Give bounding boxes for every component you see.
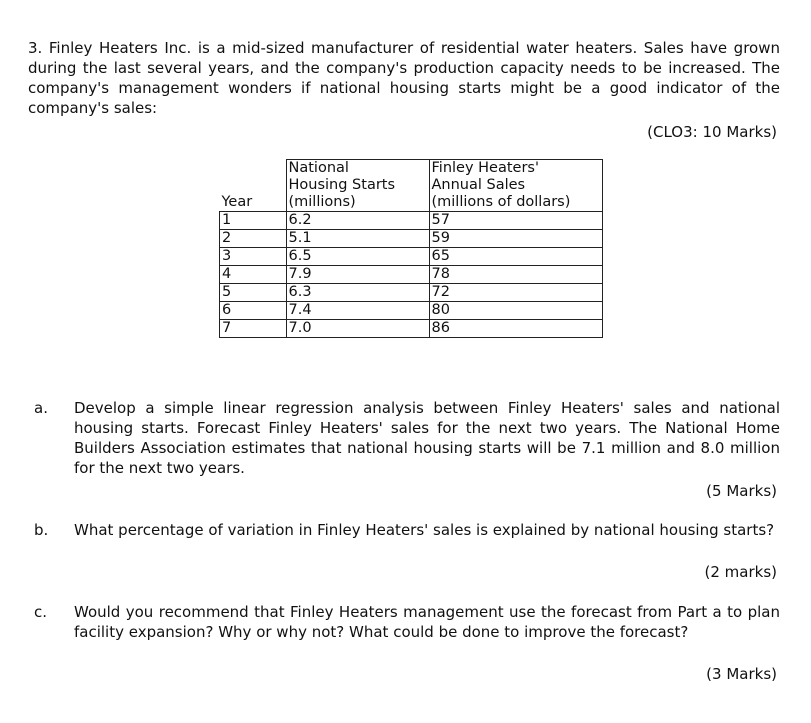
part-a <box>34 398 780 478</box>
table-header-row <box>220 160 603 212</box>
cell-housing: 6.2 <box>286 212 429 230</box>
cell-sales: 57 <box>429 212 602 230</box>
question-marks: (CLO3: 10 Marks) <box>647 123 777 141</box>
part-b-marks: (2 marks) <box>704 563 777 581</box>
header-sales-line2: Annual Sales <box>431 177 526 193</box>
header-housing-line3: (millions) <box>288 194 356 210</box>
cell-housing: 5.1 <box>286 230 429 248</box>
header-housing-line1: National <box>288 160 349 176</box>
header-annual-sales <box>429 160 602 212</box>
cell-housing: 7.9 <box>286 266 429 284</box>
cell-sales: 65 <box>429 248 602 266</box>
question-text: 3. Finley Heaters Inc. is a mid-sized manufacturer of residential water heaters. Sales have grown during the last several years, and the company's production capacity needs to be increased. The company's management wonders if national housing starts might be a good indicator of the company's sales: <box>28 39 780 117</box>
part-c-label: c. <box>34 603 48 621</box>
part-c <box>34 602 780 642</box>
header-year: Year <box>220 160 287 212</box>
header-sales-line3: (millions of dollars) <box>431 194 571 210</box>
cell-year: 2 <box>220 230 287 248</box>
cell-sales: 72 <box>429 284 602 302</box>
part-b-label: b. <box>34 521 49 539</box>
header-housing-starts <box>286 160 429 212</box>
table-row <box>220 302 603 320</box>
cell-year: 6 <box>220 302 287 320</box>
part-b <box>34 520 780 540</box>
cell-housing: 6.5 <box>286 248 429 266</box>
header-housing-line2: Housing Starts <box>288 177 396 193</box>
cell-housing: 6.3 <box>286 284 429 302</box>
part-c-marks: (3 Marks) <box>706 665 777 683</box>
cell-sales: 86 <box>429 320 602 338</box>
cell-year: 5 <box>220 284 287 302</box>
table-row <box>220 212 603 230</box>
cell-housing: 7.0 <box>286 320 429 338</box>
part-a-label: a. <box>34 399 48 417</box>
table-row <box>220 230 603 248</box>
part-a-text: Develop a simple linear regression analysis between Finley Heaters' sales and national housing starts. Forecast Finley Heaters' sales for the next two years. The National Home Builders Association estimates that national housing starts will be 7.1 million and 8.0 million for the next two years. <box>74 399 780 477</box>
table-row <box>220 248 603 266</box>
table-row <box>220 320 603 338</box>
part-a-marks: (5 Marks) <box>706 482 777 500</box>
cell-year: 4 <box>220 266 287 284</box>
table-row <box>220 266 603 284</box>
data-table <box>219 159 603 338</box>
cell-year: 7 <box>220 320 287 338</box>
cell-housing: 7.4 <box>286 302 429 320</box>
cell-sales: 80 <box>429 302 602 320</box>
cell-sales: 78 <box>429 266 602 284</box>
header-sales-line1: Finley Heaters' <box>431 160 539 176</box>
part-c-text: Would you recommend that Finley Heaters management use the forecast from Part a to plan facility expansion? Why or why not? What could be done to improve the forecast? <box>74 603 780 641</box>
part-b-text: What percentage of variation in Finley Heaters' sales is explained by national housing starts? <box>74 521 775 539</box>
cell-sales: 59 <box>429 230 602 248</box>
cell-year: 1 <box>220 212 287 230</box>
table-row <box>220 284 603 302</box>
cell-year: 3 <box>220 248 287 266</box>
